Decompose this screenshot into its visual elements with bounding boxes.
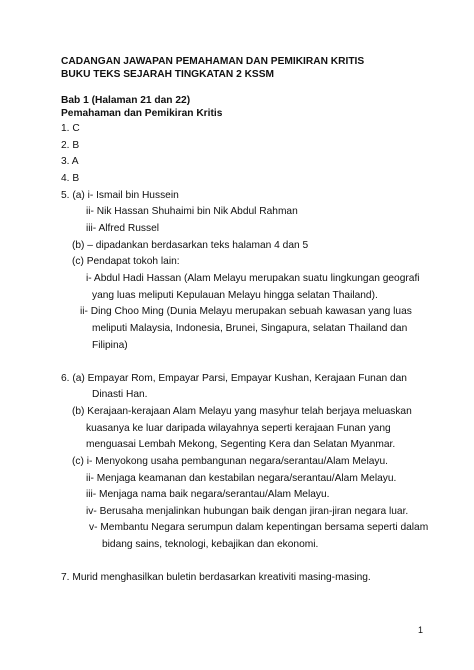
answer-6b-line3: menguasai Lembah Mekong, Segenting Kera dan Selatan Myanmar. (86, 439, 396, 450)
answer-5b: (b) – dipadankan berdasarkan teks halaman 4 dan 5 (72, 240, 309, 251)
chapter-heading: Bab 1 (Halaman 21 dan 22) (61, 95, 191, 106)
answer-2: 2. B (61, 140, 80, 151)
answer-5c-i-line1: i- Abdul Hadi Hassan (Alam Melayu merupakan suatu lingkungan geografi (86, 273, 420, 284)
answer-4: 4. B (61, 173, 80, 184)
answer-5a-ii: ii- Nik Hassan Shuhaimi bin Nik Abdul Rahman (86, 206, 298, 217)
answer-5c-ii-line2: meliputi Malaysia, Indonesia, Brunei, Singapura, selatan Thailand dan (92, 323, 408, 334)
answer-6c-ii: ii- Menjaga keamanan dan kestabilan negara/serantau/Alam Melayu. (86, 473, 397, 484)
answer-6b-line2: kuasanya ke luar daripada wilayahnya seperti kerajaan Funan yang (86, 423, 391, 434)
answer-5a-iii: iii- Alfred Russel (86, 223, 160, 234)
answer-5c: (c) Pendapat tokoh lain: (72, 256, 180, 267)
answer-6c-i: (c) i- Menyokong usaha pembangunan negara/serantau/Alam Melayu. (72, 456, 388, 467)
answer-5a-i: 5. (a) i- Ismail bin Hussein (61, 190, 179, 201)
document-title-line2: BUKU TEKS SEJARAH TINGKATAN 2 KSSM (61, 69, 275, 80)
answer-6c-iv: iv- Berusaha menjalinkan hubungan baik dengan jiran-jiran negara luar. (86, 506, 409, 517)
answer-6b-line1: (b) Kerajaan-kerajaan Alam Melayu yang masyhur telah berjaya meluaskan (72, 406, 412, 417)
answer-6c-v-line2: bidang sains, teknologi, kebajikan dan ekonomi. (102, 539, 319, 550)
answer-6c-v-line1: v- Membantu Negara serumpun dalam kepentingan bersama seperti dalam (89, 522, 429, 533)
answer-3: 3. A (61, 156, 79, 167)
answer-6a-line1: 6. (a) Empayar Rom, Empayar Parsi, Empayar Kushan, Kerajaan Funan dan (61, 373, 407, 384)
answer-5c-ii-line3: Filipina) (92, 340, 128, 351)
page-number: 1 (418, 625, 424, 635)
answer-7: 7. Murid menghasilkan buletin berdasarkan kreativiti masing-masing. (61, 572, 371, 583)
section-heading: Pemahaman dan Pemikiran Kritis (61, 108, 223, 119)
answer-5c-ii-line1: ii- Ding Choo Ming (Dunia Melayu merupakan sebuah kawasan yang luas (80, 306, 412, 317)
answer-5c-i-line2: yang luas meliputi Kepulauan Melayu hingga selatan Thailand). (92, 290, 378, 301)
document-title-line1: CADANGAN JAWAPAN PEMAHAMAN DAN PEMIKIRAN KRITIS (61, 56, 365, 67)
answer-6c-iii: iii- Menjaga nama baik negara/serantau/Alam Melayu. (86, 489, 330, 500)
answer-1: 1. C (61, 123, 80, 134)
answer-6a-line2: Dinasti Han. (92, 389, 148, 400)
